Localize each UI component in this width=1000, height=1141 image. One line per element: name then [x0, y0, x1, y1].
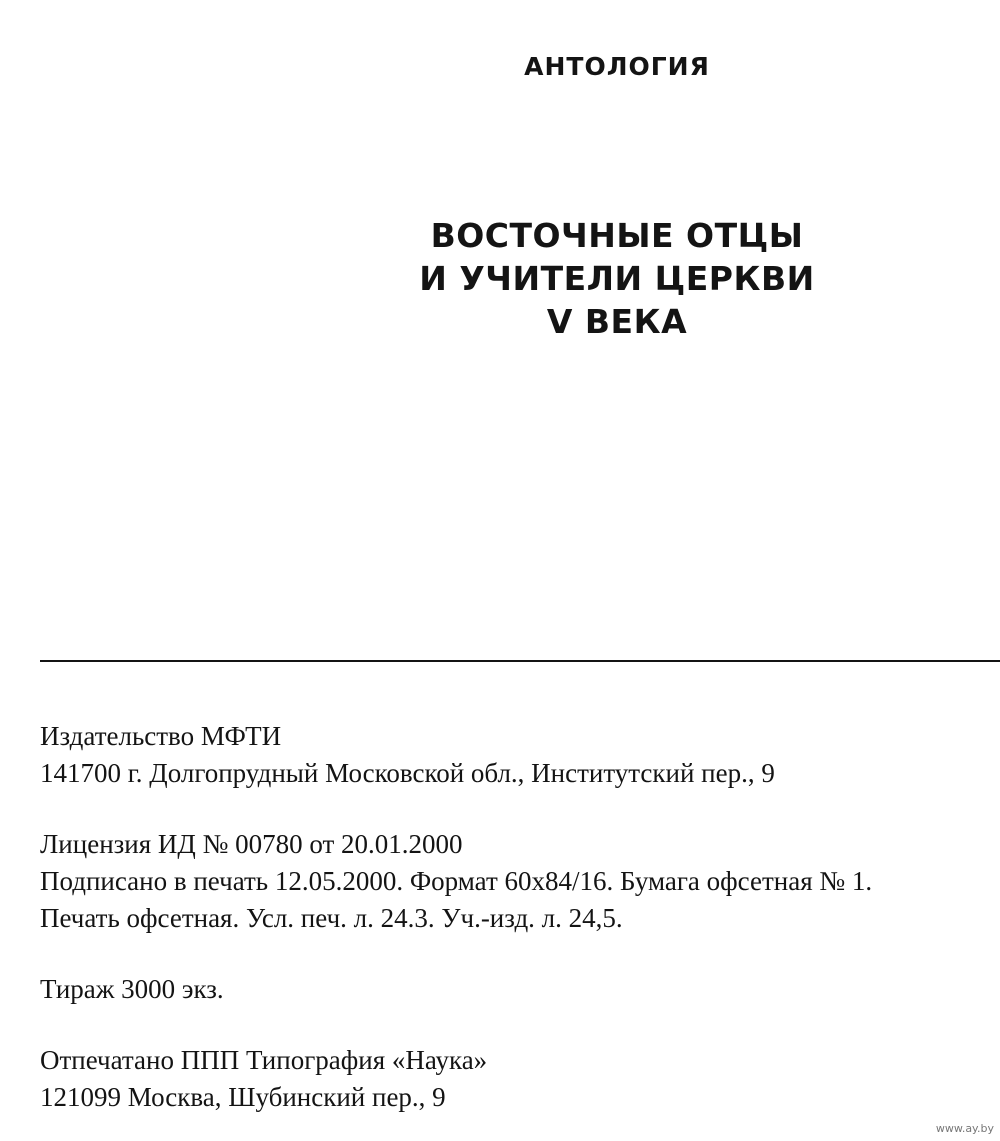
title-line-2: И УЧИТЕЛИ ЦЕРКВИ — [419, 259, 815, 298]
title-line-1: ВОСТОЧНЫЕ ОТЦЫ — [430, 216, 804, 255]
book-title — [0, 214, 1000, 343]
publisher-address: 141700 г. Долгопрудный Московской обл., Институтский пер., 9 — [40, 758, 775, 788]
series-title: АНТОЛОГИЯ — [524, 52, 710, 81]
site-watermark: www.ay.by — [935, 1122, 994, 1135]
title-line-3: V ВЕКА — [546, 302, 688, 341]
horizontal-divider — [40, 660, 1000, 662]
publisher-info — [40, 718, 872, 792]
printer-name: Отпечатано ППП Типография «Наука» — [40, 1045, 488, 1075]
printer-info — [40, 1042, 872, 1116]
circulation-line: Тираж 3000 экз. — [40, 974, 224, 1004]
license-line: Лицензия ИД № 00780 от 20.01.2000 — [40, 829, 463, 859]
print-details — [40, 826, 872, 937]
circulation-info — [40, 971, 872, 1008]
signed-to-print-line: Подписано в печать 12.05.2000. Формат 60х84/16. Бумага офсетная № 1. — [40, 866, 873, 896]
publisher-name: Издательство МФТИ — [40, 721, 282, 751]
printing-specs-line: Печать офсетная. Усл. печ. л. 24.3. Уч.-изд. л. 24,5. — [40, 903, 623, 933]
printer-address: 121099 Москва, Шубинский пер., 9 — [40, 1082, 446, 1112]
imprint-block — [40, 718, 872, 1116]
